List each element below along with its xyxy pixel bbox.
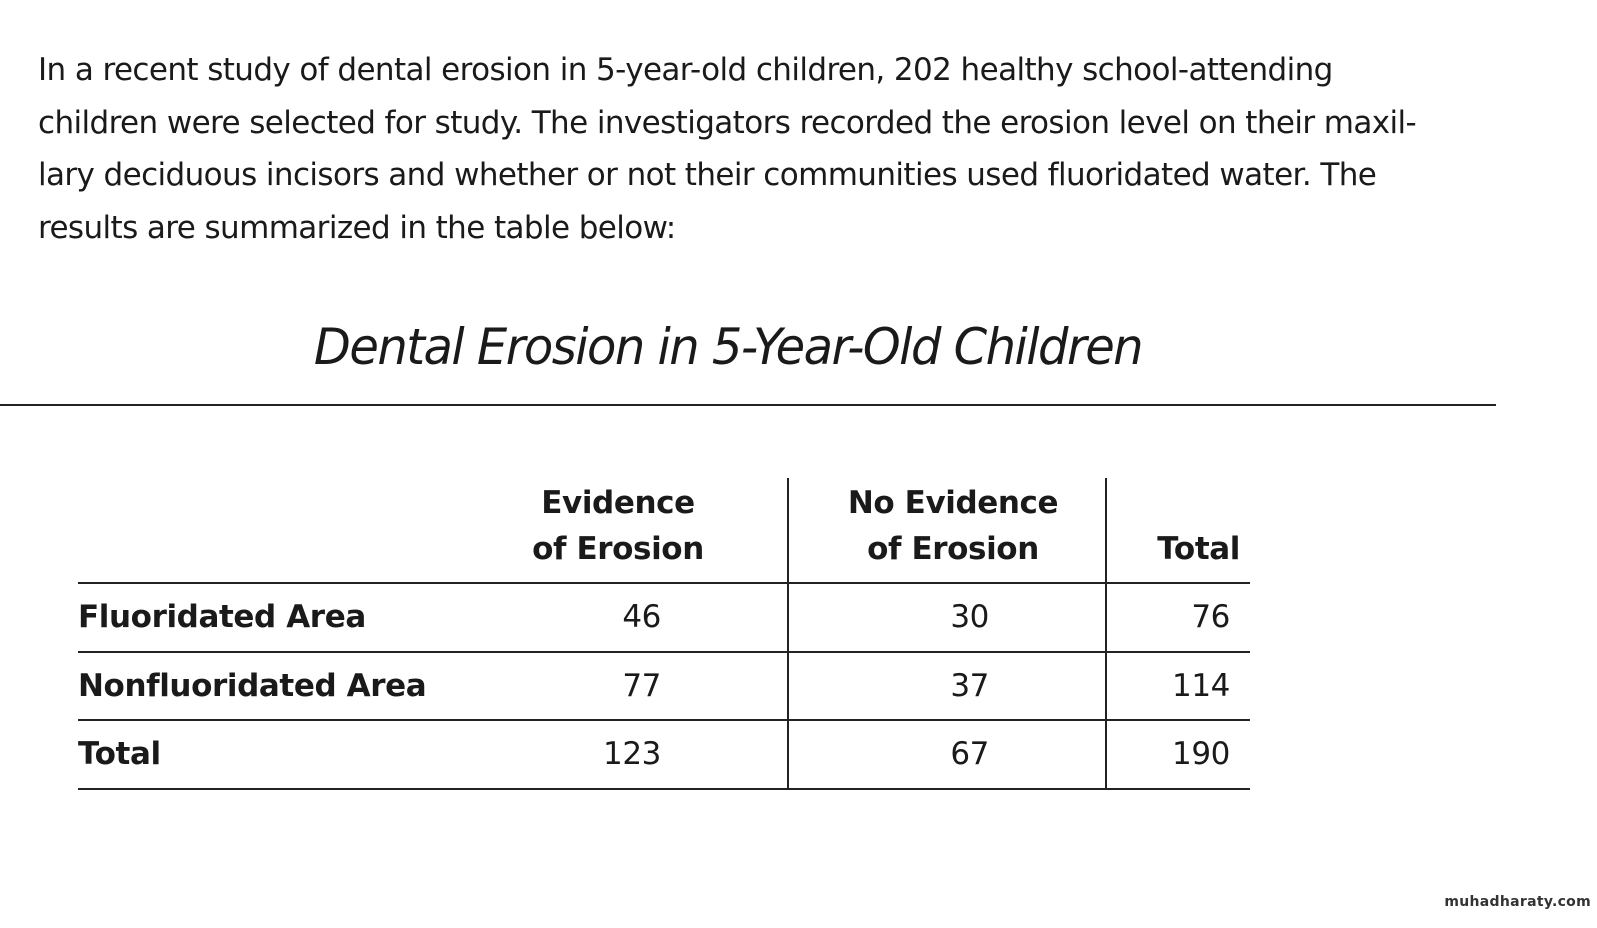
intro-line: results are summarized in the table below: (38, 209, 676, 246)
column-divider (1105, 478, 1107, 790)
intro-paragraph (38, 44, 1518, 254)
table-cell: 77 (622, 668, 661, 704)
column-header-line: No Evidence (847, 485, 1059, 521)
column-header-line: Total (1157, 531, 1240, 567)
table-cell: 46 (622, 599, 661, 635)
row-label-fluoridated: Fluoridated Area (78, 599, 366, 635)
column-header-evidence (498, 480, 738, 572)
row-label-nonfluoridated: Nonfluoridated Area (78, 668, 427, 704)
table-cell: 123 (603, 736, 661, 772)
intro-line: In a recent study of dental erosion in 5-year-old children, 202 healthy school-attending (38, 52, 1333, 88)
table-cell: 67 (950, 736, 989, 772)
bottom-rule (78, 788, 1250, 790)
table-cell: 76 (1191, 599, 1230, 635)
table-cell: 30 (950, 599, 989, 635)
row-rule (78, 719, 1250, 721)
header-rule (78, 582, 1250, 584)
watermark: muhadharaty.com (1444, 894, 1591, 910)
table-cell: 114 (1172, 668, 1230, 704)
row-rule (78, 651, 1250, 653)
column-header-line (1118, 480, 1240, 526)
column-header-total (1118, 480, 1240, 572)
intro-line: children were selected for study. The investigators recorded the erosion level on their maxil- (38, 104, 1417, 141)
title-divider (0, 404, 1496, 406)
table-cell: 190 (1172, 736, 1230, 772)
column-header-line: of Erosion (867, 531, 1039, 567)
column-header-no-evidence (823, 480, 1083, 572)
row-label-total: Total (78, 736, 161, 772)
column-divider (787, 478, 789, 790)
column-header-line: of Erosion (532, 531, 704, 567)
column-header-line: Evidence (541, 485, 695, 521)
intro-line: lary deciduous incisors and whether or not their communities used fluoridated water. The (38, 157, 1377, 193)
table-cell: 37 (950, 668, 989, 704)
table-title: Dental Erosion in 5-Year-Old Children (313, 318, 1143, 376)
